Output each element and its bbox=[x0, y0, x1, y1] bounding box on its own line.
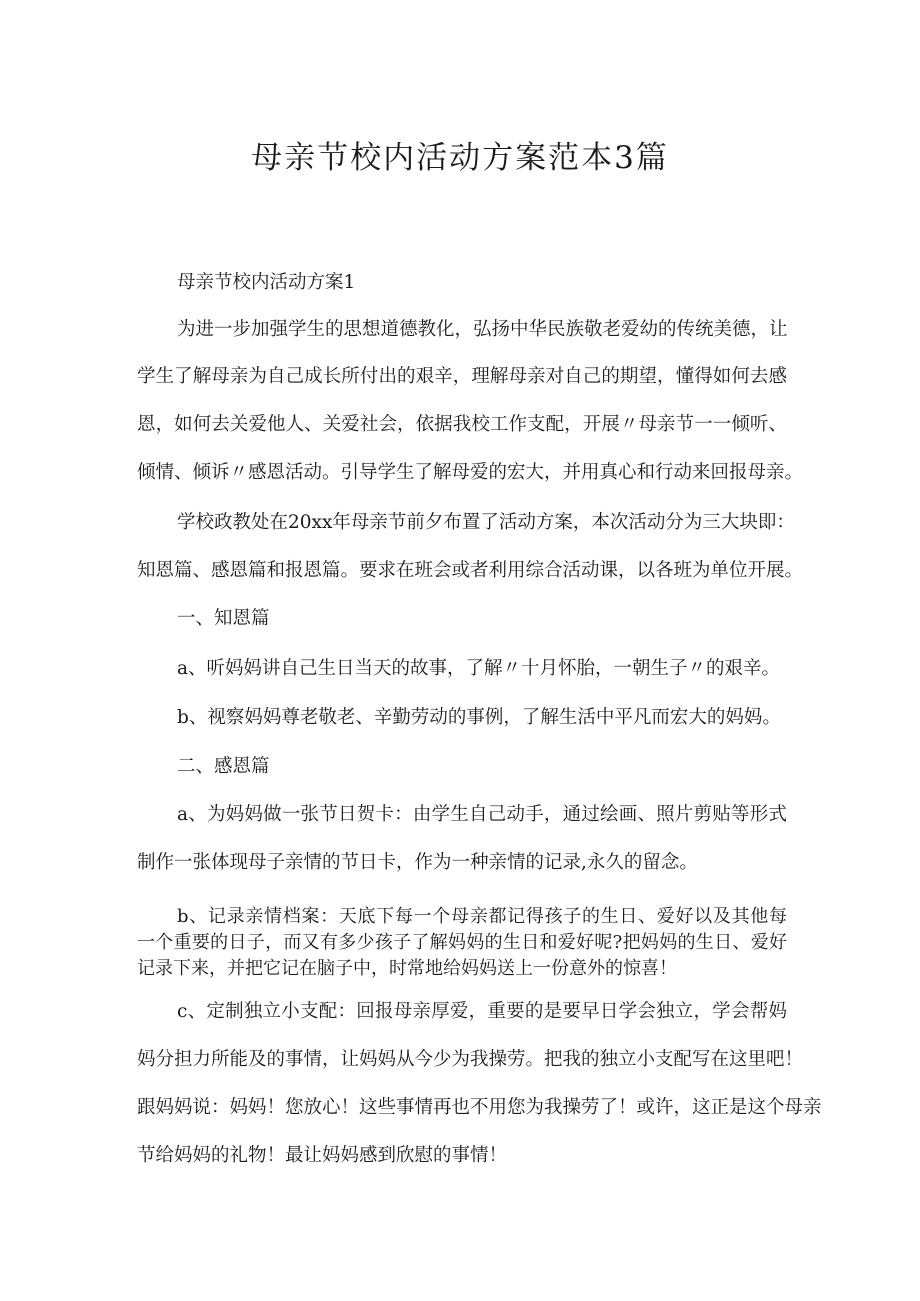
paragraph-line: 倾情、倾诉〃感恩活动。引导学生了解母爱的宏大，并用真心和行动来回报母亲。 bbox=[137, 462, 804, 483]
section-heading: 母亲节校内活动方案1 bbox=[177, 272, 356, 293]
list-item-1a: a、听妈妈讲自己生日当天的故事，了解〃十月怀胎，一朝生子〃的艰辛。 bbox=[177, 658, 781, 679]
list-item-1b: b、视察妈妈尊老敬老、辛勤劳动的事例，了解生活中平凡而宏大的妈妈。 bbox=[177, 707, 781, 728]
paragraph-line: 恩，如何去关爱他人、关爱社会，依据我校工作支配，开展〃母亲节一一倾听、 bbox=[137, 414, 787, 435]
list-item-2b-line: 一个重要的日子，而又有多少孩子了解妈妈的生日和爱好呢?把妈妈的生日、爱好 bbox=[137, 932, 787, 953]
document-title: 母亲节校内活动方案范本3篇 bbox=[251, 140, 669, 176]
paragraph-line: 学生了解母亲为自己成长所付出的艰辛，理解母亲对自己的期望，懂得如何去感 bbox=[137, 366, 787, 387]
paragraph-line: 为进一步加强学生的思想道德教化，弘扬中华民族敬老爱幼的传统美德，让 bbox=[177, 319, 788, 340]
list-item-2c-line: 节给妈妈的礼物！最让妈妈感到欣慰的事情！ bbox=[137, 1145, 508, 1166]
list-item-2a-line: 制作一张体现母子亲情的节日卡，作为一种亲情的记录,永久的留念。 bbox=[137, 852, 698, 873]
list-item-2c-line: c、定制独立小支配：回报母亲厚爱，重要的是要早日学会独立，学会帮妈 bbox=[177, 1001, 787, 1022]
list-item-2a-line: a、为妈妈做一张节日贺卡：由学生自己动手，通过绘画、照片剪贴等形式 bbox=[177, 804, 787, 825]
list-item-2c-line: 妈分担力所能及的事情，让妈妈从今少为我操劳。把我的独立小支配写在这里吧！ bbox=[137, 1049, 804, 1070]
list-item-2c-line: 跟妈妈说：妈妈！您放心！这些事情再也不用您为我操劳了！或许，这正是这个母亲 bbox=[137, 1097, 822, 1118]
paragraph-line: 学校政教处在20xx年母亲节前夕布置了活动方案，本次活动分为三大块即： bbox=[177, 512, 795, 533]
list-item-2b-line: b、记录亲情档案：天底下每一个母亲都记得孩子的生日、爱好以及其他每 bbox=[177, 906, 787, 927]
list-item-2b-line: 记录下来，并把它记在脑子中，时常地给妈妈送上一份意外的惊喜！ bbox=[137, 958, 677, 979]
subheading-zhien: 一、知恩篇 bbox=[177, 608, 270, 629]
paragraph-line: 知恩篇、感恩篇和报恩篇。要求在班会或者利用综合活动课，以各班为单位开展。 bbox=[137, 560, 804, 581]
subheading-ganen: 二、感恩篇 bbox=[177, 756, 270, 777]
